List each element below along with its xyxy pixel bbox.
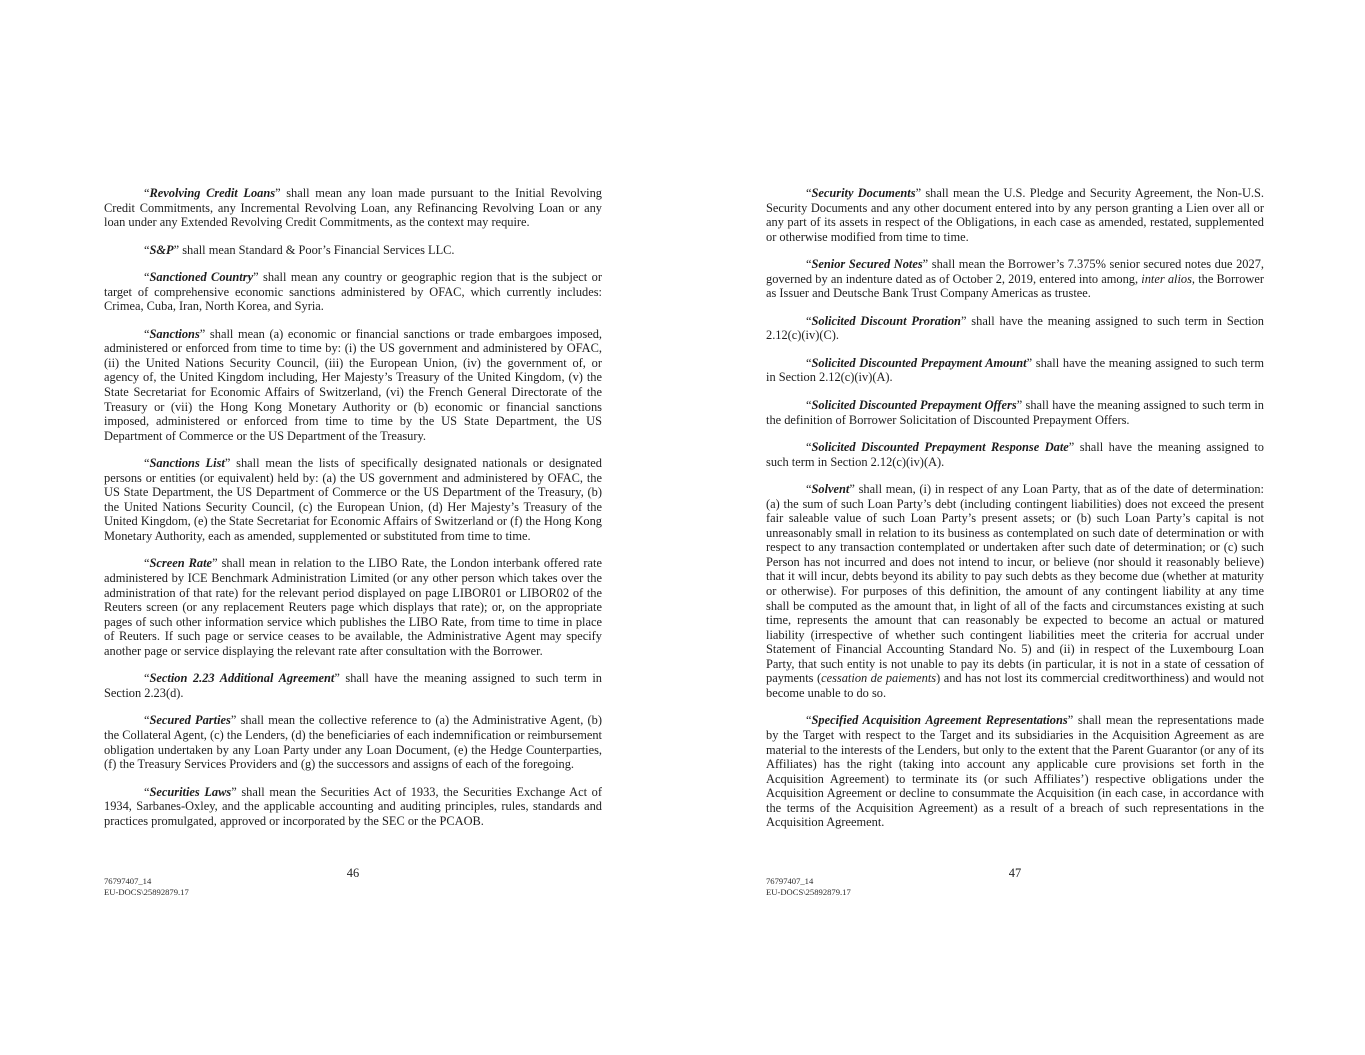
open-quote: “ <box>144 242 150 257</box>
open-quote: “ <box>144 671 150 686</box>
definition-text-italic: inter alios, <box>1141 271 1196 286</box>
close-quote: ” <box>960 313 967 328</box>
open-quote: “ <box>806 186 812 200</box>
defined-term: S&P <box>149 242 174 257</box>
close-quote: ” <box>1016 398 1023 413</box>
defined-term: Solicited Discounted Prepayment Response Date <box>811 440 1069 455</box>
open-quote: “ <box>144 270 150 285</box>
open-quote: “ <box>144 186 150 200</box>
definition-paragraph <box>766 257 1264 301</box>
defined-term: Secured Parties <box>149 713 231 728</box>
close-quote: ” <box>915 186 922 200</box>
definition-text: shall mean (a) economic or financial sanctions or trade embargoes imposed, administered or enforced from time to time by: (i) the US government and administered by OFAC, (ii) the United Nations Security Council, (iii) the European Union, (iv) the government of, or agency of, the United Kingdom including, Her Majesty’s Treasury of the United Kingdom, (v) the State Secretariat for Economic Affairs of Switzerland, (vi) the French General Directorate of the Treasury or (vii) the Hong Kong Monetary Authority or (b) economic or financial sanctions imposed, administered or enforced from time to time by the US State Department, the US Department of Commerce or the US Department of the Treasury. <box>104 326 602 443</box>
open-quote: “ <box>806 713 812 728</box>
definition-text: shall mean Standard & Poor’s Financial Services LLC. <box>179 242 455 257</box>
definition-paragraph <box>104 556 602 658</box>
definition-paragraph <box>766 314 1264 343</box>
page-body <box>104 186 602 828</box>
document-id-footer <box>766 876 851 898</box>
open-quote: “ <box>144 713 150 728</box>
definition-text: shall have the meaning assigned to such term in Section 2.23(d). <box>104 671 602 700</box>
definition-paragraph <box>766 482 1264 700</box>
definition-paragraph <box>104 243 602 258</box>
close-quote: ” <box>230 713 237 728</box>
close-quote: ” <box>922 257 929 272</box>
close-quote: ” <box>1068 440 1075 455</box>
page-body <box>766 186 1264 830</box>
close-quote: ” <box>849 482 855 497</box>
page-47 <box>766 186 1265 897</box>
defined-term: Sanctioned Country <box>149 270 254 285</box>
open-quote: “ <box>806 482 812 497</box>
open-quote: “ <box>806 257 812 272</box>
definition-paragraph <box>766 398 1264 427</box>
definition-text: shall have the meaning assigned to such term in Section 2.12(c)(iv)(C). <box>766 313 1265 343</box>
close-quote: ” <box>231 784 237 799</box>
defined-term: Security Documents <box>811 186 916 200</box>
close-quote: ” <box>253 270 259 285</box>
defined-term: Screen Rate <box>149 556 213 571</box>
close-quote: ” <box>334 671 340 686</box>
defined-term: Section 2.23 Additional Agreement <box>149 671 335 686</box>
definition-paragraph <box>766 356 1264 385</box>
definition-text: shall mean the representations made by the Target with respect to the Target and its subsidiaries in the Acquisition Agreement as are material to the interests of the Lenders, but only to the extent that the Parent Guarantor (or any of its Affiliates) has the right (taking into account any applicable cure provisions set forth in the Acquisition Agreement) to terminate its (or such Affiliates’) respective obligations under the Acquisition Agreement or decline to consummate the Acquisition (in each case, in accordance with the terms of the Acquisition Agreement) as a result of a breach of such representations in the Acquisition Agreement. <box>766 713 1264 830</box>
open-quote: “ <box>144 784 150 799</box>
definition-paragraph <box>104 456 602 543</box>
definition-text: shall have the meaning assigned to such term in Section 2.12(c)(iv)(A). <box>766 355 1264 385</box>
document-id-footer <box>104 876 189 898</box>
definition-text: shall mean the Securities Act of 1933, the Securities Exchange Act of 1934, Sarbanes-Oxley, and the applicable accounting and auditing principles, rules, standards and practices promulgated, approved or incorporated by the SEC or the PCAOB. <box>104 784 603 828</box>
close-quote: ” <box>1026 355 1033 370</box>
defined-term: Revolving Credit Loans <box>149 186 276 200</box>
close-quote: ” <box>275 186 281 200</box>
definition-paragraph <box>104 270 602 314</box>
close-quote: ” <box>212 556 218 571</box>
definition-text: shall mean the Borrower’s 7.375% senior secured notes due 2027, governed by an indenture dated as of October 2, 2019, entered into among, <box>766 257 1264 286</box>
open-quote: “ <box>144 326 150 341</box>
definition-paragraph <box>766 440 1264 469</box>
open-quote: “ <box>806 355 812 370</box>
defined-term: Solicited Discount Proration <box>811 313 961 328</box>
definition-text: shall mean the U.S. Pledge and Security Agreement, the Non-U.S. Security Documents and any other document entered into by any person granting a Lien over all or any part of its assets in respect of the Obligations, in each case as amended, restated, supplemented or otherwise modified from time to time. <box>766 186 1264 244</box>
definition-text: shall mean the lists of specifically designated nationals or designated persons or entities (or equivalent) held by: (a) the US government and administered by OFAC, the US State Department, the US Department of Commerce or the US Department of the Treasury, (b) the United Nations Security Council, (c) the European Union, (d) Her Majesty’s Treasury of the United Kingdom, (e) the State Secretariat for Economic Affairs of Switzerland or (f) the Hong Kong Monetary Authority, each as amended, supplemented or substituted from time to time. <box>104 456 603 543</box>
open-quote: “ <box>806 398 812 413</box>
definition-text: ) and has not lost its commercial creditworthiness) and would not become unable to do so. <box>766 671 1264 700</box>
close-quote: ” <box>199 326 206 341</box>
page-46 <box>104 186 603 897</box>
definition-text: the Borrower as Issuer and Deutsche Bank Trust Company Americas as trustee. <box>766 271 1264 301</box>
footer-eu-docs-id: EU-DOCS\25892879.17 <box>766 887 851 897</box>
definition-paragraph <box>766 186 1264 244</box>
footer-eu-docs-id: EU-DOCS\25892879.17 <box>104 887 189 897</box>
open-quote: “ <box>144 556 150 571</box>
defined-term: Sanctions List <box>149 456 225 471</box>
definition-text: shall mean, (i) in respect of any Loan Party, that as of the date of determination: (a) the sum of such Loan Party’s debt (including contingent liabilities) does not exceed the present fair saleable value of such Loan Party’s present assets; or (b) such Loan Party’s capital is not unreasonably small in relation to its business as contemplated on such date of determination or with respect to any transaction contemplated or undertaken after such date of determination; or (c) such Person has not incurred and does not intend to incur, or believe (nor should it reasonably believe) that it will incur, debts beyond its ability to pay such debts as they become due (whether at maturity or otherwise). For purposes of this definition, the amount of any contingent liability at any time shall be computed as the amount that, in light of all of the facts and circumstances existing at such time, represents the amount that can reasonably be expected to become an actual or matured liability (irrespective of whether such contingent liabilities meet the criteria for accrual under Statement of Financial Accounting Standard No. 5) and (ii) in respect of the Luxembourg Loan Party, that such entity is not unable to pay its debts (in particular, it is not in a state of cessation of payments ( <box>766 482 1264 686</box>
defined-term: Senior Secured Notes <box>811 257 923 272</box>
definition-paragraph <box>104 713 602 771</box>
definition-paragraph <box>104 327 602 443</box>
close-quote: ” <box>224 456 231 471</box>
defined-term: Sanctions <box>149 326 200 341</box>
definition-text-italic: cessation de paiements <box>821 671 937 686</box>
page-number: 47 <box>1008 866 1022 880</box>
open-quote: “ <box>806 440 812 455</box>
definition-text: shall mean any country or geographic region that is the subject or target of comprehensive economic sanctions administered by OFAC, which currently includes: Crimea, Cuba, Iran, North Korea, and Syria. <box>104 270 602 314</box>
footer-doc-id: 76797407_14 <box>766 876 814 886</box>
definition-text: shall mean any loan made pursuant to the Initial Revolving Credit Commitments, any Incremental Revolving Loan, any Refinancing Revolving Loan or any loan under any Extended Revolving Credit Commitments, as the context may require. <box>104 186 603 230</box>
defined-term: Solicited Discounted Prepayment Amount <box>811 355 1027 370</box>
definition-text: shall mean the collective reference to (a) the Administrative Agent, (b) the Collateral Agent, (c) the Lenders, (d) the beneficiaries of each indemnification or reimbursement obligation undertaken by any Loan Party under any Loan Document, (e) the Hedge Counterparties, (f) the Treasury Services Providers and (g) the successors and assigns of each of the foregoing. <box>104 713 602 772</box>
definition-text: shall have the meaning assigned to such term in the definition of Borrower Solicitation of Discounted Prepayment Offers. <box>766 398 1264 427</box>
footer-doc-id: 76797407_14 <box>104 876 152 886</box>
defined-term: Solvent <box>811 482 850 497</box>
definition-text: shall mean in relation to the LIBO Rate, the London interbank offered rate administered by ICE Benchmark Administration Limited (or any other person which takes over the administration of that rate) for the relevant period displayed on page LIBOR01 or LIBOR02 of the Reuters screen (or any replacement Reuters page which displays that rate); or, on the appropriate pages of such other information service which publishes the LIBO Rate, from time to time in place of Reuters. If such page or service ceases to be available, the Administrative Agent may specify another page or service displaying the relevant rate after consultation with the Borrower. <box>104 556 602 658</box>
definition-paragraph <box>104 186 602 230</box>
definition-paragraph <box>104 671 602 700</box>
definition-paragraph <box>104 785 602 829</box>
defined-term: Specified Acquisition Agreement Representations <box>811 713 1068 728</box>
close-quote: ” <box>1067 713 1074 728</box>
defined-term: Solicited Discounted Prepayment Offers <box>811 398 1017 413</box>
open-quote: “ <box>144 456 150 471</box>
definition-paragraph <box>766 713 1264 829</box>
defined-term: Securities Laws <box>149 784 232 799</box>
definition-text: shall have the meaning assigned to such term in Section 2.12(c)(iv)(A). <box>766 440 1264 469</box>
open-quote: “ <box>806 313 812 328</box>
close-quote: ” <box>173 242 180 257</box>
page-number: 46 <box>346 866 360 880</box>
